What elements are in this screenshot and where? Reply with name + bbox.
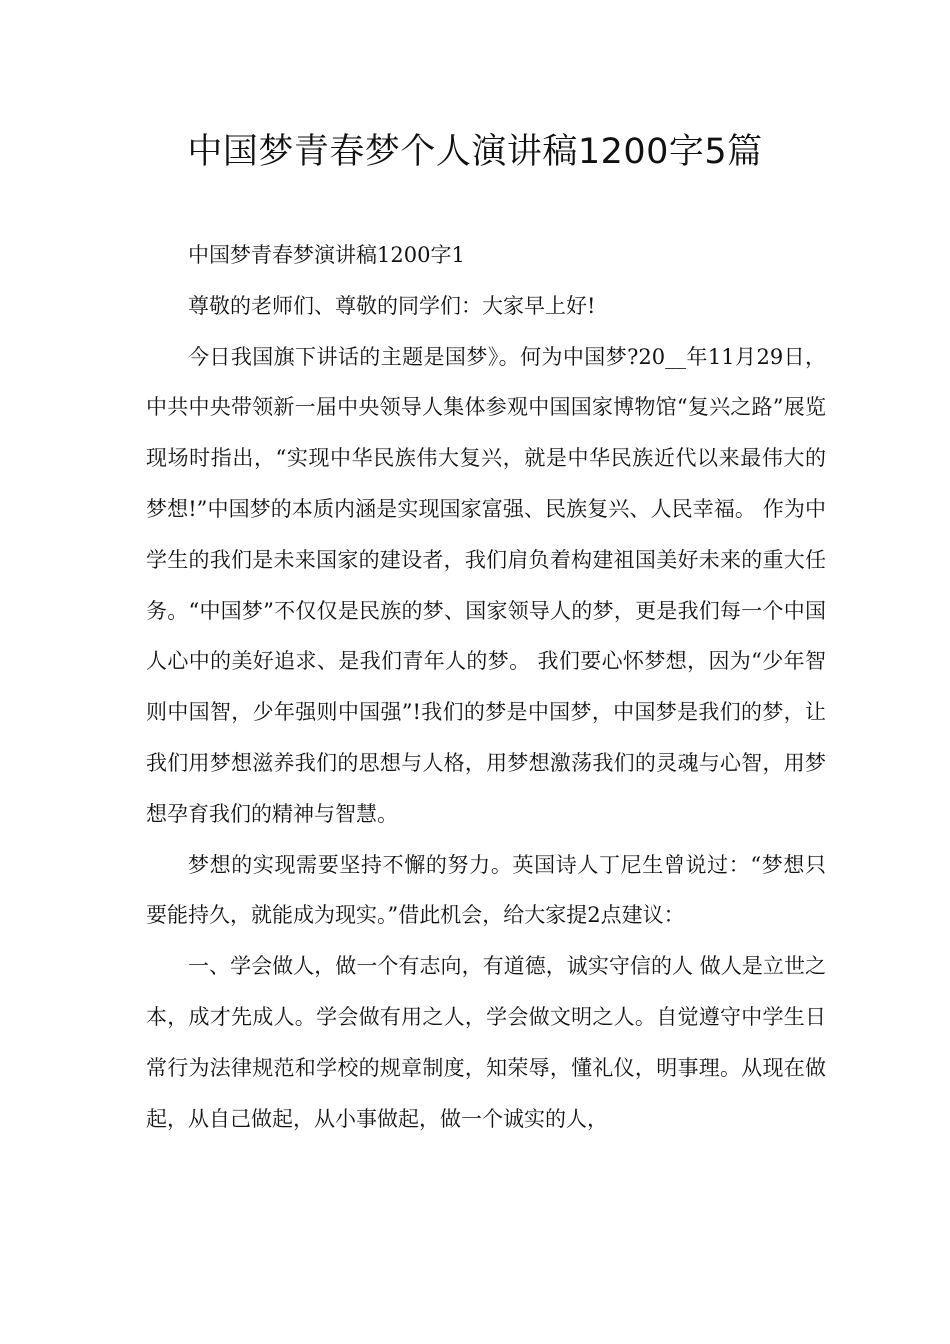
document-body [146, 230, 826, 1144]
paragraph-persistence: 梦想的实现需要坚持不懈的努力。英国诗人丁尼生曾说过：“梦想只要能持久，就能成为现实。”借此机会，给大家提2点建议： [146, 852, 826, 928]
paragraph-section-heading: 中国梦青春梦演讲稿1200字1 [188, 243, 465, 267]
paragraph-intro: 今日我国旗下讲话的主题是国梦》。何为中国梦?20__年11月29日，中共中央带领新一届中央领导人集体参观中国国家博物馆“复兴之路”展览现场时指出，“实现中华民族伟大复兴，就是中华民族近代以来最伟大的梦想!”中国梦的本质内涵是实现国家富强、民族复兴、人民幸福。 作为中学生的我们是未来国家的建设者，我们肩负着构建祖国美好未来的重大任务。“中国梦”不仅仅是民族的梦、国家领导人的梦，更是我们每一个中国人心中的美好追求、是我们青年人的梦。 我们要心怀梦想，因为“少年智则中国智，少年强则中国强”!我们的梦是中国梦，中国梦是我们的梦，让我们用梦想滋养我们的思想与人格，用梦想激荡我们的灵魂与心智，用梦想孕育我们的精神与智慧。 [146, 344, 826, 826]
paragraph-greeting: 尊敬的老师们、尊敬的同学们：大家早上好! [188, 293, 596, 318]
document-title: 中国梦青春梦个人演讲稿1200字5篇 [187, 132, 763, 172]
paragraph-suggestion-one: 一、学会做人，做一个有志向，有道德，诚实守信的人 做人是立世之本，成才先成人。学会做有用之人，学会做文明之人。自觉遵守中学生日常行为法律规范和学校的规章制度，知荣辱，懂礼仪，明事理。从现在做起，从自己做起，从小事做起，做一个诚实的人， [146, 954, 826, 1131]
